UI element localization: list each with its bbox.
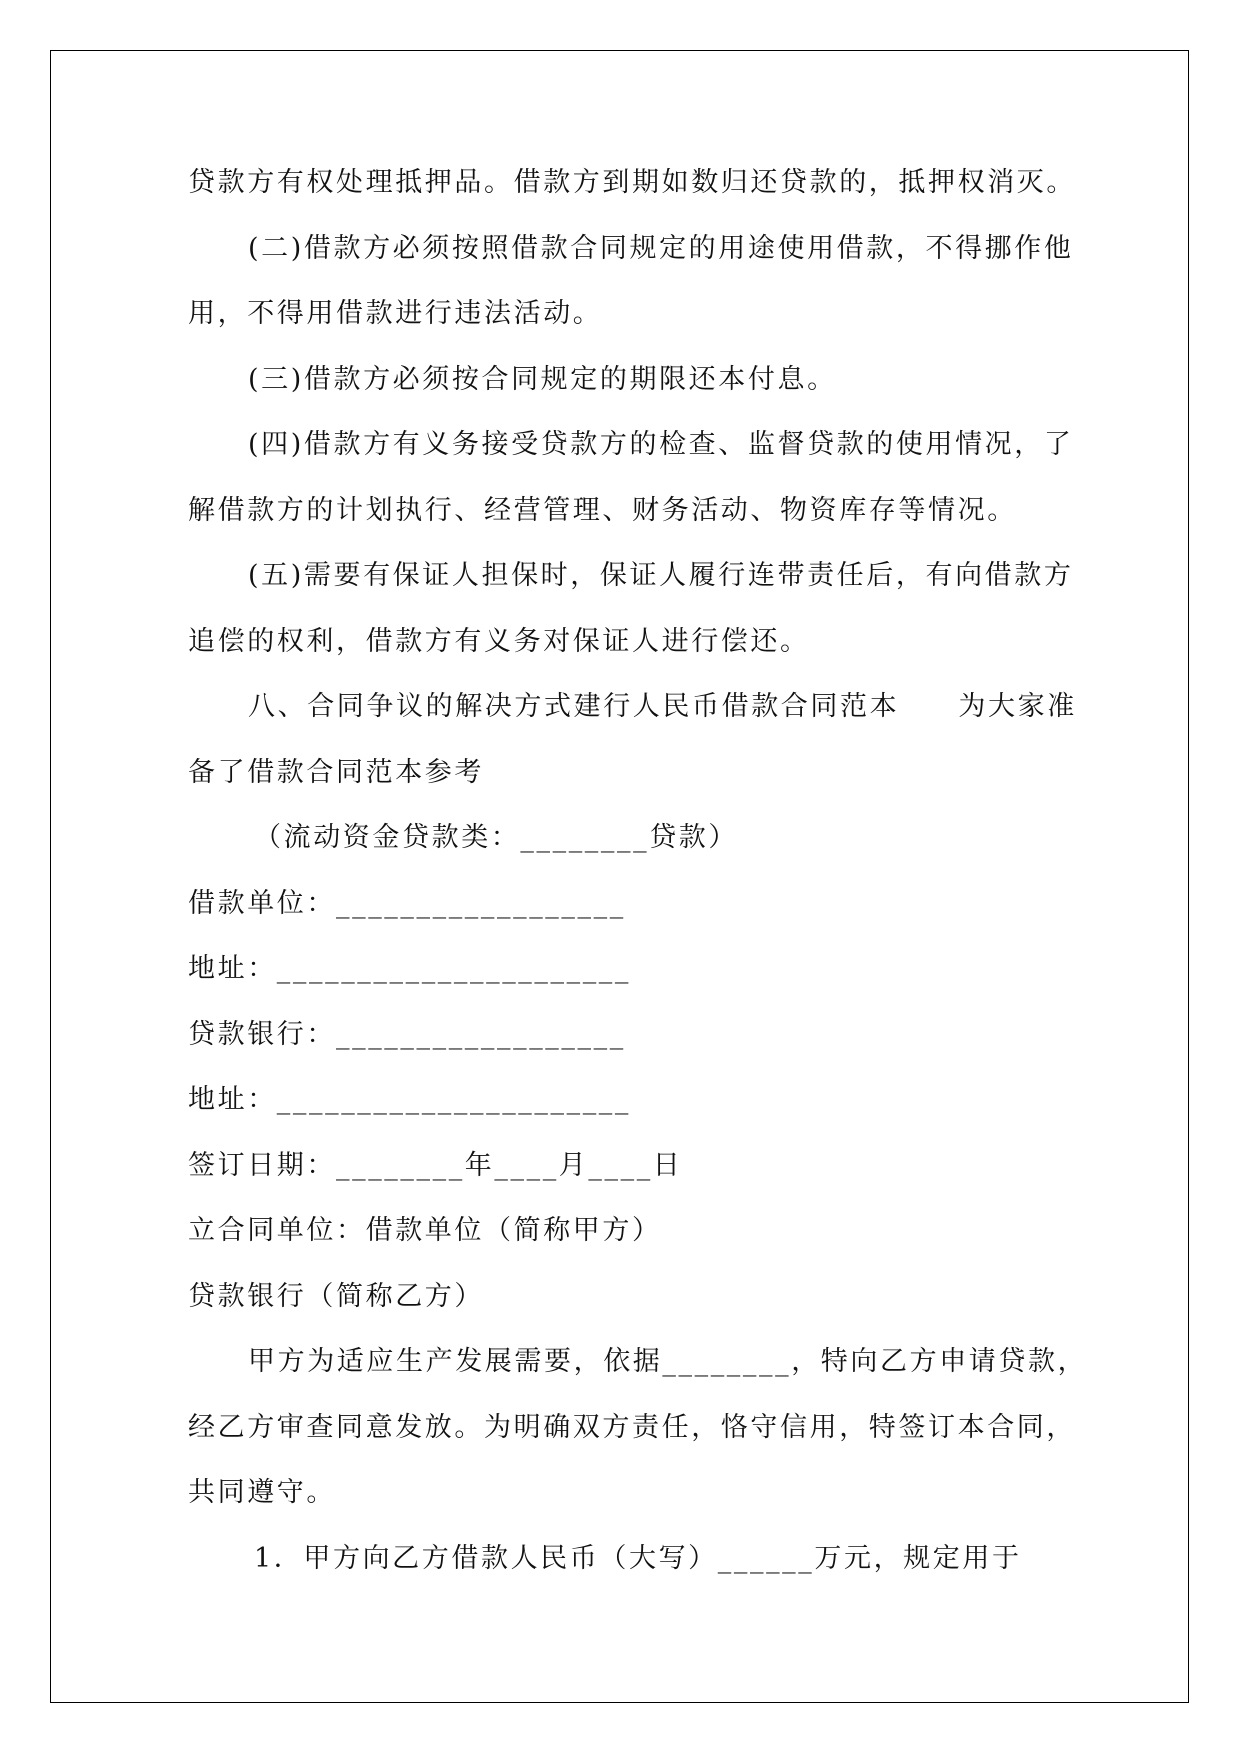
text-line-17: 立合同单位：借款单位（简称甲方） xyxy=(188,1215,662,1246)
text-line-19: 甲方为适应生产发展需要，依据________，特向乙方申请贷款， xyxy=(248,1346,1088,1377)
text-line-15: 地址：______________________ xyxy=(188,1084,631,1115)
text-line-11: （流动资金贷款类：________贷款） xyxy=(254,822,738,853)
text-line-2: (二)借款方必须按照借款合同规定的用途使用借款，不得挪作他 xyxy=(248,233,1074,264)
text-line-14: 贷款银行：__________________ xyxy=(188,1019,626,1050)
text-line-7: (五)需要有保证人担保时，保证人履行连带责任后，有向借款方 xyxy=(248,560,1074,591)
text-line-12: 借款单位：__________________ xyxy=(188,888,626,919)
text-line-13: 地址：______________________ xyxy=(188,953,631,984)
text-line-10: 备了借款合同范本参考 xyxy=(188,757,484,788)
text-line-3: 用，不得用借款进行违法活动。 xyxy=(188,298,603,329)
text-line-8: 追偿的权利，借款方有义务对保证人进行偿还。 xyxy=(188,626,810,657)
text-line-16: 签订日期：________年____月____日 xyxy=(188,1150,683,1181)
text-line-21: 共同遵守。 xyxy=(188,1477,336,1508)
text-line-18: 贷款银行（简称乙方） xyxy=(188,1281,484,1312)
text-line-22: 1．甲方向乙方借款人民币（大写）______万元，规定用于 xyxy=(254,1543,1022,1574)
text-line-9: 八、合同争议的解决方式建行人民币借款合同范本 为大家准 xyxy=(248,691,1077,722)
text-line-6: 解借款方的计划执行、经营管理、财务活动、物资库存等情况。 xyxy=(188,495,1017,526)
text-line-1: 贷款方有权处理抵押品。借款方到期如数归还贷款的，抵押权消灭。 xyxy=(188,167,1076,198)
text-line-20: 经乙方审查同意发放。为明确双方责任，恪守信用，特签订本合同， xyxy=(188,1412,1076,1443)
text-line-4: (三)借款方必须按合同规定的期限还本付息。 xyxy=(248,364,837,395)
text-line-5: (四)借款方有义务接受贷款方的检查、监督贷款的使用情况，了 xyxy=(248,429,1074,460)
